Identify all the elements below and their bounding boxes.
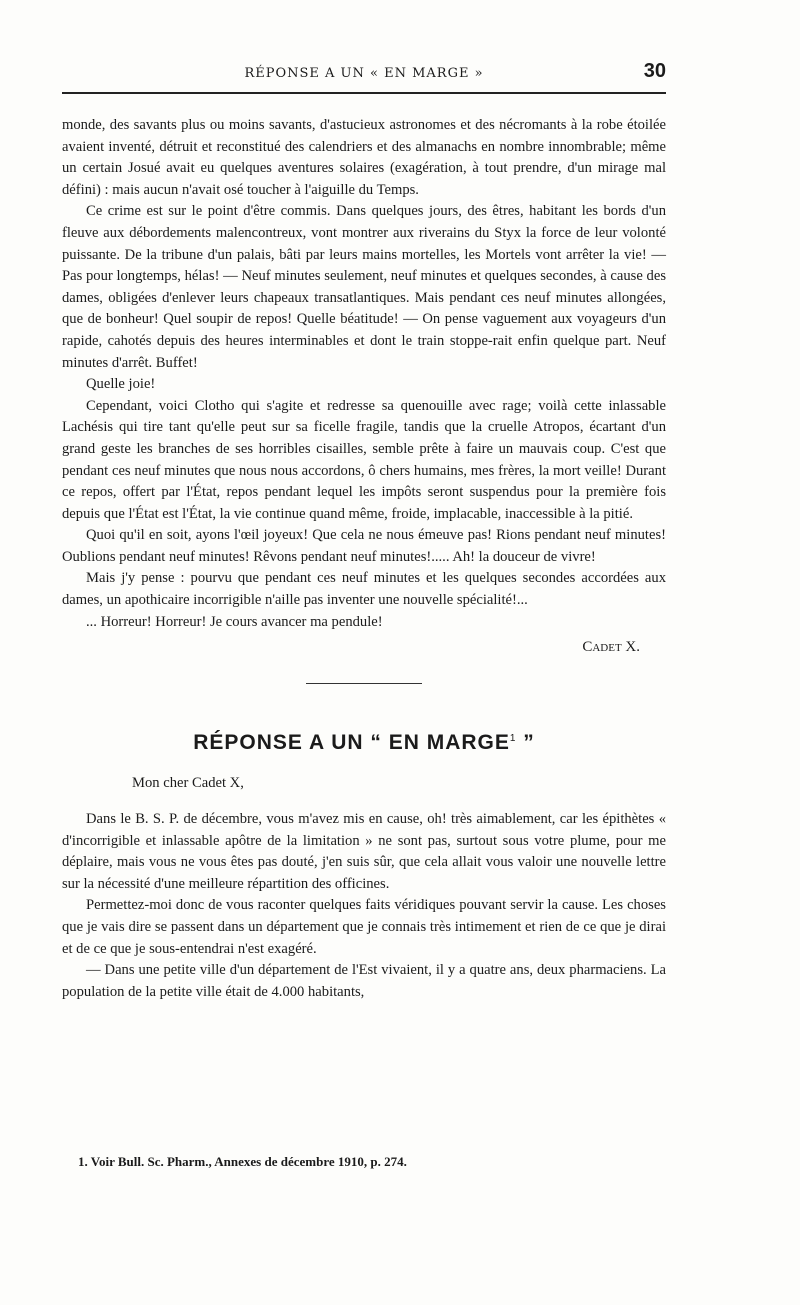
article-title [62, 728, 666, 754]
page-number: 30 [643, 60, 666, 82]
page-header [62, 58, 666, 94]
paragraph: Quoi qu'il en soit, ayons l'œil joyeux! Que cela ne nous émeuve pas! Rions pendant neuf minutes! Oublions pendant neuf minutes! Rêvons pendant neuf minutes!..... Ah! la douceur de vivre! [62, 527, 666, 565]
salutation: Mon cher Cadet X, [132, 775, 244, 792]
running-title: RÉPONSE A UN « EN MARGE » [244, 66, 484, 81]
paragraph: monde, des savants plus ou moins savants, d'astucieux astronomes et des nécromants à la robe étoilée avaient inventé, détruit et reconstitué des calendriers et des almanachs en nombre innombrable; même un certain Josué avait eu quelques aventures solaires (exagération, à tout prendre, d'un mirage mal défini) : mais aucun n'avait osé toucher à l'aiguille du Temps. [62, 117, 666, 198]
article-title-text: RÉPONSE A UN “ EN MARGE [193, 730, 510, 754]
footnote-marker: 1 [509, 732, 517, 744]
footnote: 1. Voir Bull. Sc. Pharm., Annexes de décembre 1910, p. 274. [78, 1154, 407, 1169]
paragraph: — Dans une petite ville d'un département de l'Est vivaient, il y a quatre ans, deux pharmaciens. La population de la petite ville était de 4.000 habitants, [62, 962, 666, 1000]
paragraph: Mais j'y pense : pourvu que pendant ces neuf minutes et les quelques secondes accordées aux dames, un apothicaire incorrigible n'aille pas inventer une nouvelle spécialité!... [62, 570, 666, 609]
section-separator [306, 683, 422, 684]
paragraph: Permettez-moi donc de vous raconter quelques faits véridiques pouvant servir la cause. Les choses que je vais dire se passent dans un département que je connais très intimement et rien de ce que je dirai et de ce que je sous-entendrai n'est exagéré. [62, 897, 666, 957]
paragraph: Quelle joie! [86, 376, 156, 393]
paragraph: Cependant, voici Clotho qui s'agite et redresse sa quenouille avec rage; voilà cette inlassable Lachésis qui tire tant qu'elle peut sur sa ficelle fragile, tandis que la cruelle Atropos, écartant d'un grand geste les branches de ses horribles cisailles, semble prête à faire un mauvais coup. C'est que pendant ces neuf minutes que nous nous accordons, ô chers humains, mes frères, la mort veille! Durant ce repos, offert par l'État, repos pendant lequel les impôts seront suspendus pour la première fois depuis que l'État est l'État, la vie continue quand même, froide, implacable, inaccessible à la pitié. [62, 397, 666, 522]
signature: Cadet X. [582, 639, 640, 656]
article-title-close: ” [516, 730, 535, 754]
paragraph: Dans le B. S. P. de décembre, vous m'avez mis en cause, oh! très aimablement, car les épithètes « d'incorrigible et inlassable apôtre de la limitation » ne sont pas, surtout sous votre plume, pour me déplaire, mais vous ne vous êtes pas douté, j'en suis sûr, que cela allait vous valoir une nouvelle lettre sur la nécessité d'une meilleure répartition des officines. [62, 811, 666, 892]
paragraph: Ce crime est sur le point d'être commis. Dans quelques jours, des êtres, habitant les bords d'un fleuve aux débordements malencontreux, vont montrer aux riverains du Styx la force de leur volonté puissante. De la tribune d'un palais, bâti par leurs mains mortelles, les Mortels vont arrêter la vie! — Pas pour longtemps, hélas! — Neuf minutes seulement, neuf minutes et quelques secondes, à cause des dames, obligées d'enlever leurs chapeaux transatlantiques. Mais pendant ces neuf minutes allongées, que de bonheur! Quel soupir de repos! Quelle béatitude! — On pense vaguement aux voyageurs d'un rapide, cahotés depuis des heures interminables et dont le train stoppe-rait enfin quelque part. Neuf minutes d'arrêt. Buffet! [62, 203, 666, 371]
body-text [62, 115, 666, 1003]
paragraph: ... Horreur! Horreur! Je cours avancer ma pendule! [86, 613, 383, 630]
header-rule [62, 92, 666, 94]
